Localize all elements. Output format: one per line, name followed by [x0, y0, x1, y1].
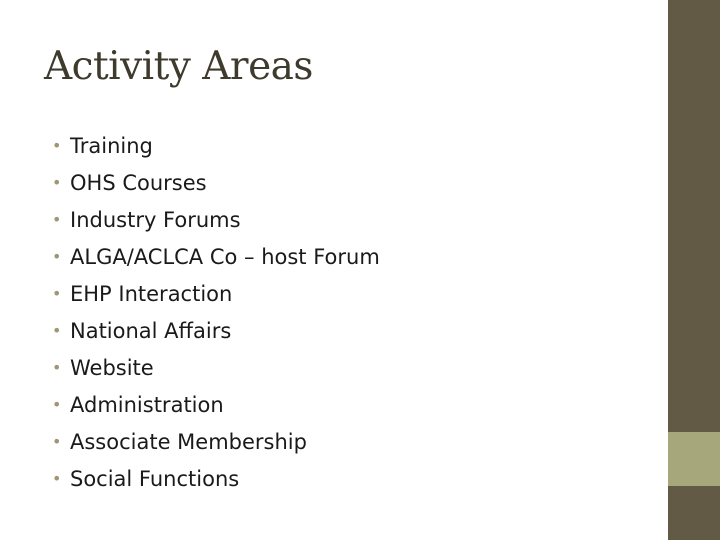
bullet-text: National Affairs [70, 318, 232, 343]
bullet-item-ehp-interaction [52, 275, 380, 312]
bullet-text: ALGA/ACLCA Co – host Forum [70, 244, 380, 269]
sidebar-accent-block [668, 432, 720, 486]
bullet-list [52, 127, 380, 497]
bullet-item-associate-membership [52, 423, 380, 460]
bullet-text: Associate Membership [70, 429, 307, 454]
bullet-item-training [52, 127, 380, 164]
bullet-item-social-functions [52, 460, 380, 497]
bullet-item-national-affairs [52, 312, 380, 349]
bullet-item-ohs-courses [52, 164, 380, 201]
bullet-item-alga-aclca-forum [52, 238, 380, 275]
bullet-icon: • [52, 395, 62, 414]
bullet-icon: • [52, 358, 62, 377]
bullet-text: Industry Forums [70, 207, 241, 232]
bullet-icon: • [52, 173, 62, 192]
bullet-text: EHP Interaction [70, 281, 233, 306]
bullet-icon: • [52, 432, 62, 451]
bullet-item-administration [52, 386, 380, 423]
bullet-item-website [52, 349, 380, 386]
bullet-icon: • [52, 247, 62, 266]
bullet-text: Social Functions [70, 466, 240, 491]
bullet-text: OHS Courses [70, 170, 207, 195]
bullet-icon: • [52, 469, 62, 488]
bullet-text: Training [70, 133, 153, 158]
bullet-text: Website [70, 355, 154, 380]
bullet-icon: • [52, 284, 62, 303]
bullet-text: Administration [70, 392, 224, 417]
bullet-item-industry-forums [52, 201, 380, 238]
slide-title: Activity Areas [44, 44, 313, 89]
bullet-icon: • [52, 210, 62, 229]
bullet-icon: • [52, 136, 62, 155]
bullet-icon: • [52, 321, 62, 340]
